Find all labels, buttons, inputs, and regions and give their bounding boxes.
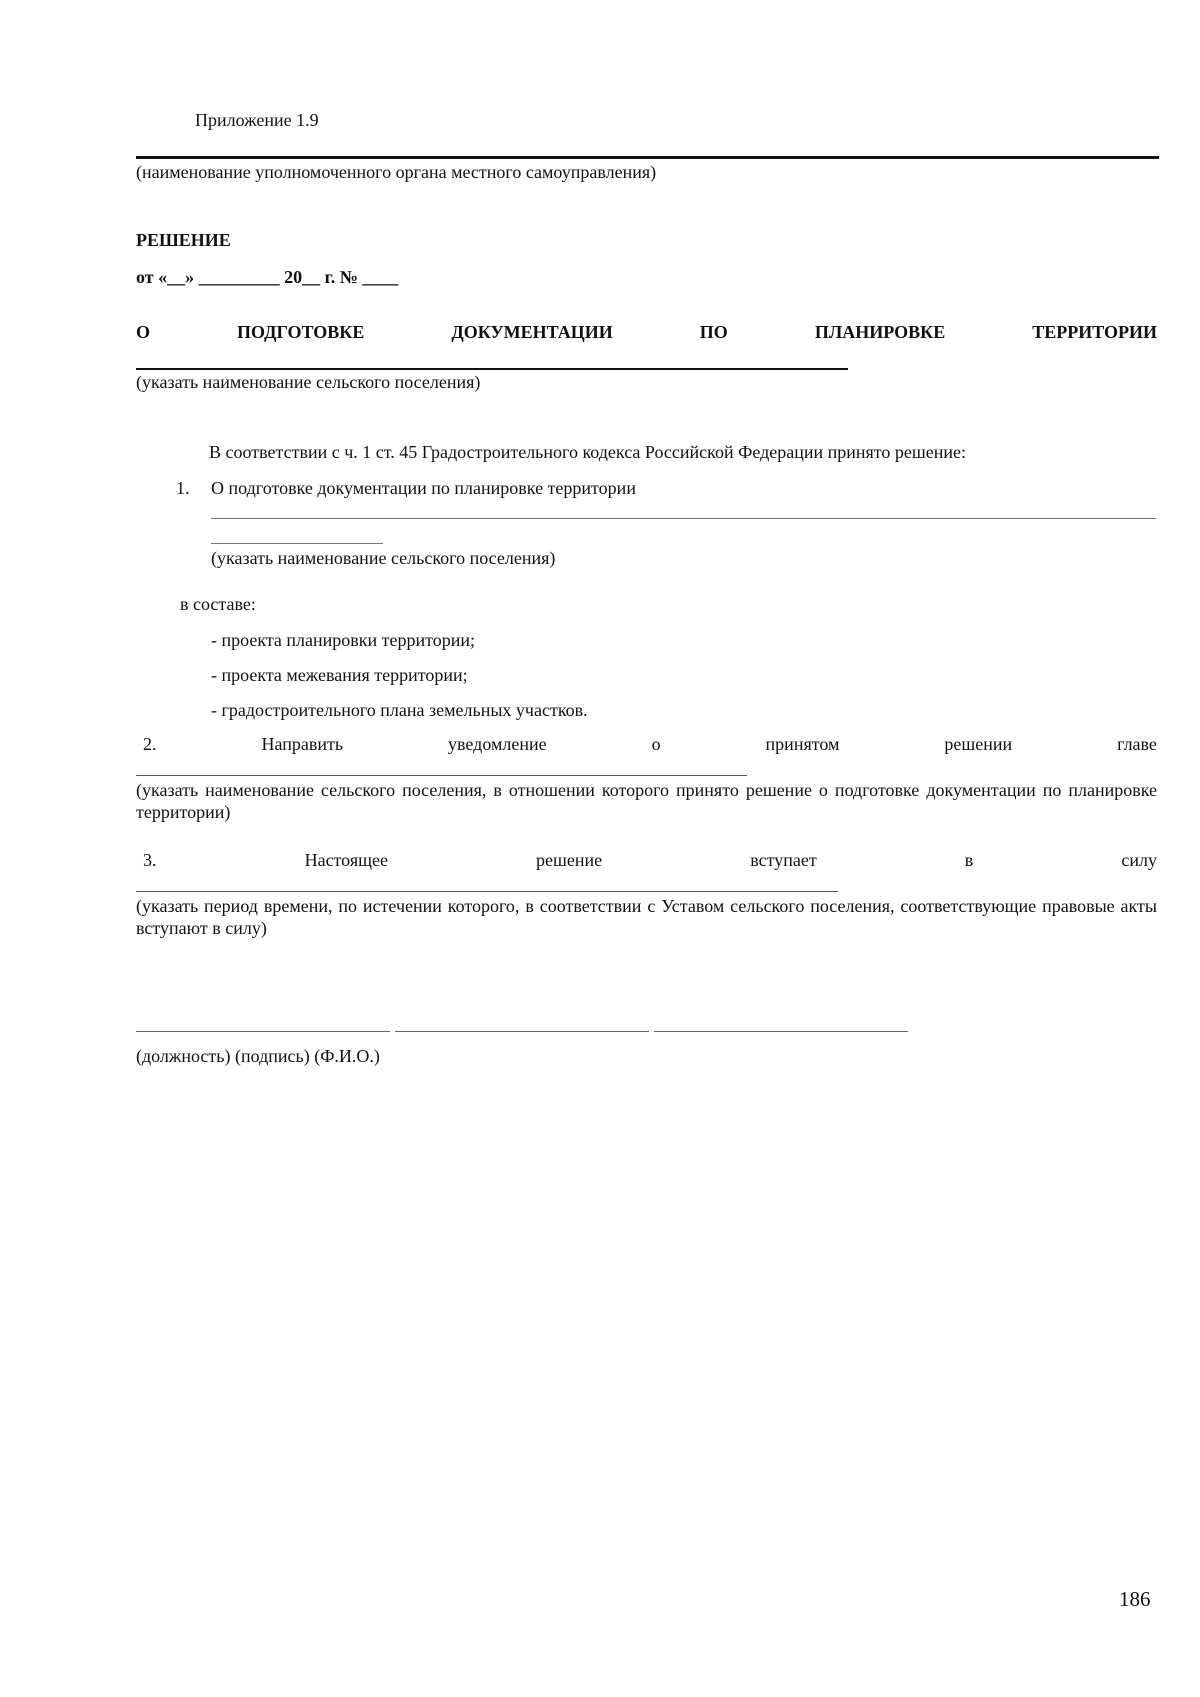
item3-word: в [964,850,974,870]
decision-heading [136,322,1157,343]
intro-paragraph: В соответствии с ч. 1 ст. 45 Градостроительного кодекса Российской Федерации принято решение: [209,442,967,462]
item2-fill-rule [136,775,747,776]
page-number: 186 [1119,1587,1151,1611]
item3-word: силу [1121,850,1157,870]
decision-date-line: от «__» _________ 20__ г. № ____ [136,267,399,287]
item1-number: 1. [176,478,190,498]
item2-word: Направить [261,734,344,754]
item3-word: 3. [143,850,157,870]
heading-word: ПО [699,322,728,342]
heading-fill-rule [136,368,848,370]
heading-word: ТЕРРИТОРИИ [1032,322,1157,342]
annex-label: Приложение 1.9 [195,110,319,130]
item3-word: Настоящее [304,850,388,870]
composition-item: - градостроительного плана земельных участков. [211,700,588,720]
heading-word: О [136,322,151,342]
decision-title: РЕШЕНИЕ [136,230,231,250]
item2-caption: (указать наименование сельского поселения, в отношении которого принято решение о подготовке документации по планировке территории) [136,780,1157,822]
signature-rule-signature [395,1031,649,1032]
composition-label: в составе: [180,594,256,614]
item2-word: решении [944,734,1013,754]
item3-word: решение [536,850,603,870]
authority-caption: (наименование уполномоченного органа местного самоуправления) [136,162,657,182]
item1-fill-rule-short [211,543,383,544]
item1-fill-rule-long [211,518,1156,519]
signature-caption: (должность) (подпись) (Ф.И.О.) [136,1046,380,1066]
item2-word: принятом [765,734,840,754]
heading-word: ПЛАНИРОВКЕ [814,322,946,342]
item2-line [143,734,1157,755]
item2-word: о [651,734,661,754]
item2-word: уведомление [448,734,547,754]
item2-word: главе [1117,734,1157,754]
composition-item: - проекта межевания территории; [211,665,468,685]
signature-rule-name [654,1031,908,1032]
signature-rule-position [136,1031,390,1032]
composition-item: - проекта планировки территории; [211,630,476,650]
heading-word: ДОКУМЕНТАЦИИ [451,322,613,342]
item2-word: 2. [143,734,157,754]
item3-line [143,850,1157,871]
heading-word: ПОДГОТОВКЕ [237,322,365,342]
item1-caption: (указать наименование сельского поселения) [211,548,556,568]
item1-text: О подготовке документации по планировке территории [211,478,636,498]
heading-caption: (указать наименование сельского поселения) [136,372,481,392]
authority-rule [136,156,1159,159]
item3-fill-rule [136,891,838,892]
item3-word: вступает [750,850,817,870]
item3-caption: (указать период времени, по истечении которого, в соответствии с Уставом сельского поселения, соответствующие правовые акты вступают в силу) [136,896,1157,938]
